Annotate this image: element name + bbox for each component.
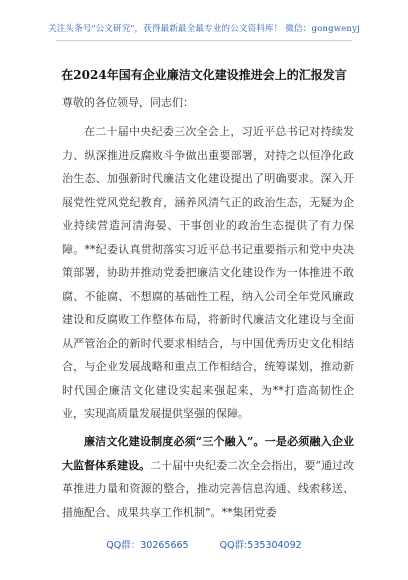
footer-qq-group-1: QQ群：30265665 bbox=[106, 540, 189, 551]
header-divider bbox=[56, 40, 352, 41]
paragraph-2 bbox=[62, 430, 354, 524]
paragraph-2-rest: 二十届中央纪委二次全会指出，要“通过改革推进力量和资源的整合，推动完善信息沟通、线索移送、措施配合、成果共享工作机制”。**集团党委 bbox=[62, 458, 355, 519]
header-banner: 关注头条号"公文研究"，获得最新最全最专业的公文资料库！ 微信：gongwenyj bbox=[48, 24, 360, 34]
paragraph-1: 在二十届中央纪委三次全会上，习近平总书记对持续发力、纵深推进反腐败斗争做出重要部署，对持之以恒净化政治生态、加强新时代廉洁文化建设提出了明确要求。深入开展党性党风党纪教育，涵养风清气正的政治生态，无疑为企业持续营造河清海晏、干事创业的政治生态提供了有力保障。**纪委认真贯彻落实习近平总书记重要指示和党中央决策部署，协助并推动党委把廉洁文化建设作为一体推进不敢腐、不能腐、不想腐的基础性工程，纳入公司全年党风廉政建设和反腐败工作整体布局，将新时代廉洁文化建设与全面从严管治企的新时代要求相结合，与中国优秀历史文化相结合，与企业发展战略和重点工作相结合，统筹谋划，推动新时代国企廉洁文化建设实起来强起来，为**打造高韧性企业，实现高质量发展提供坚强的保障。 bbox=[62, 125, 354, 420]
paragraph-2-lead: 廉洁文化建设制度必须“三个融入”。一是必须融入企业大监督体系建设。 bbox=[62, 435, 354, 472]
document-title: 在2024年国有企业廉洁文化建设推进会上的汇报发言 bbox=[61, 68, 347, 82]
salutation: 尊敬的各位领导，同志们： bbox=[62, 96, 194, 109]
footer bbox=[0, 537, 408, 551]
footer-qq-group-2: QQ群:535304092 bbox=[219, 540, 302, 551]
